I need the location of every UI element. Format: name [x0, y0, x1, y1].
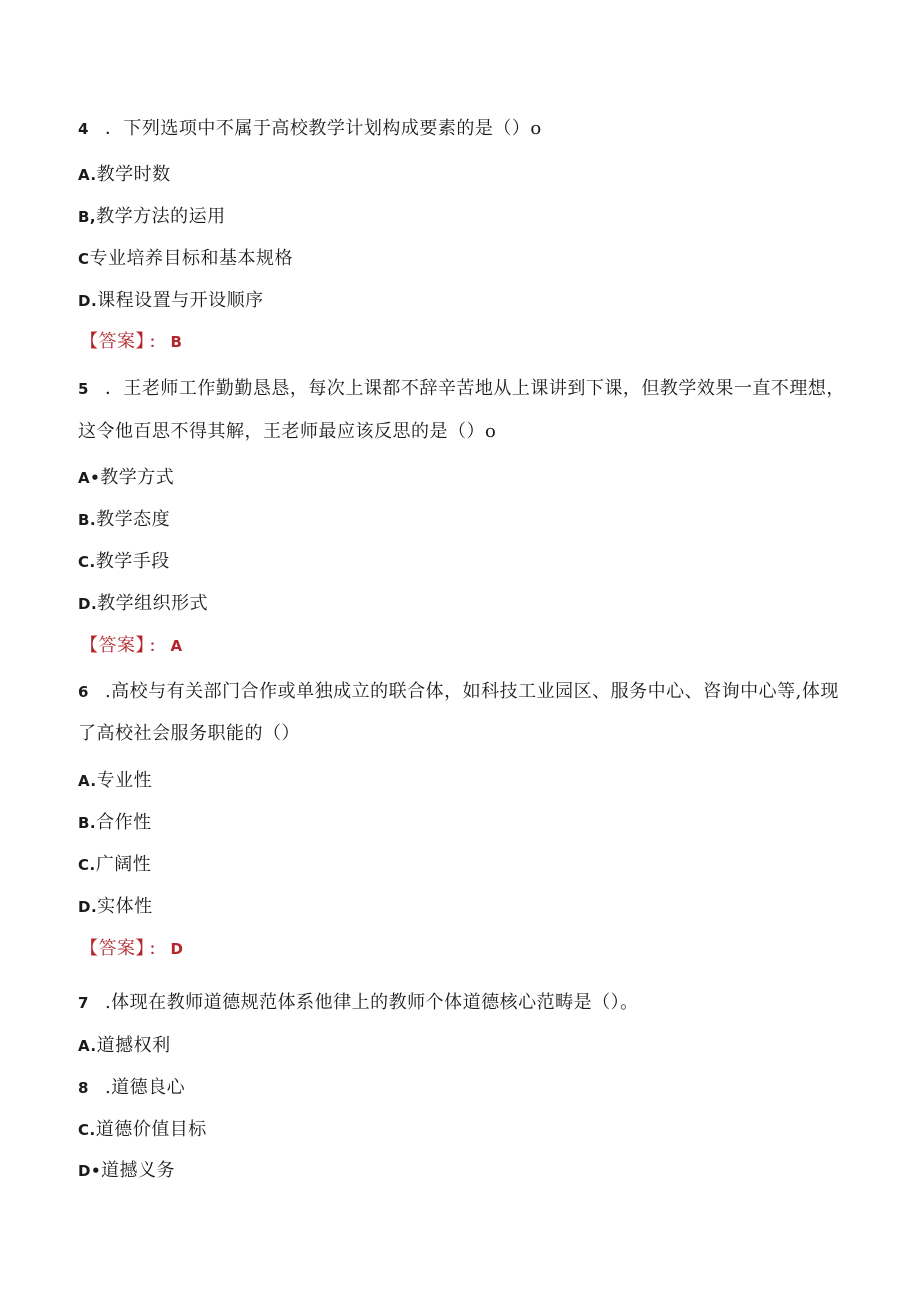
option-text: .道德良心	[104, 1077, 186, 1098]
option-letter: D.	[78, 898, 98, 916]
option-c	[78, 1118, 207, 1142]
question-text: 这令他百思不得其解，王老师最应该反思的是（）o	[78, 421, 497, 442]
option-text: 专业性	[96, 770, 153, 791]
option-b	[78, 1076, 185, 1100]
question-6-stem	[78, 680, 839, 704]
option-text: 道德价值目标	[95, 1119, 207, 1140]
option-text: 教学方法的运用	[96, 206, 226, 227]
option-text: 实体性	[97, 896, 153, 917]
answer-value: D	[170, 940, 184, 958]
answer-value: B	[170, 333, 183, 351]
option-letter: B.	[78, 814, 97, 832]
option-letter: D.	[78, 595, 98, 613]
question-number: 6	[78, 683, 89, 701]
answer-label: 【答案】	[80, 331, 145, 352]
question-5-stem	[78, 377, 845, 401]
option-text: 教学方式	[100, 467, 175, 488]
option-c	[78, 853, 151, 877]
answer-colon: ：	[149, 637, 165, 655]
option-b	[78, 205, 226, 229]
option-text: 教学时数	[96, 164, 171, 185]
answer-line	[80, 937, 183, 961]
answer-colon: ：	[149, 940, 165, 958]
option-letter: B.	[78, 511, 97, 529]
answer-value: A	[170, 637, 183, 655]
option-b	[78, 508, 170, 532]
question-number: 5	[78, 380, 89, 398]
option-d	[78, 1159, 175, 1183]
option-text: 道撼权利	[96, 1035, 171, 1056]
option-text: 合作性	[96, 812, 152, 833]
question-text: .体现在教师道德规范体系他律上的教师个体道德核心范畴是（）。	[104, 992, 639, 1013]
option-letter: C.	[78, 1121, 96, 1139]
question-text: ．下列选项中不属于高校教学计划构成要素的是（）o	[104, 118, 542, 139]
option-text: 教学组织形式	[97, 593, 209, 614]
answer-line	[80, 634, 183, 658]
option-letter: C	[78, 250, 90, 268]
option-letter: D.	[78, 292, 98, 310]
option-letter: A.	[78, 1037, 97, 1055]
option-c	[78, 247, 293, 271]
option-c	[78, 550, 170, 574]
option-letter: 8	[78, 1079, 89, 1097]
option-text: 教学手段	[95, 551, 170, 572]
option-b	[78, 811, 152, 835]
answer-label: 【答案】	[80, 635, 145, 656]
option-letter: C.	[78, 553, 96, 571]
option-letter: A.	[78, 166, 97, 184]
question-4-stem	[78, 117, 542, 141]
option-text: 专业培养目标和基本规格	[89, 248, 294, 269]
option-a	[78, 1034, 171, 1058]
option-letter: B,	[78, 208, 97, 226]
option-a	[78, 163, 171, 187]
option-text: 广阔性	[95, 854, 152, 875]
question-number: 7	[78, 994, 89, 1012]
option-text: 教学态度	[96, 509, 171, 530]
option-letter: C.	[78, 856, 96, 874]
option-d	[78, 895, 153, 919]
question-text: 了高校社会服务职能的（）	[78, 723, 300, 744]
answer-line	[80, 330, 182, 354]
option-letter: A•	[78, 469, 101, 487]
question-text: ．王老师工作勤勤恳恳，每次上课都不辞辛苦地从上课讲到下课，但教学效果一直不理想，	[104, 378, 845, 399]
option-letter: D•	[78, 1162, 102, 1180]
answer-colon: ：	[149, 333, 165, 351]
option-text: 道撼义务	[101, 1160, 176, 1181]
option-a	[78, 769, 152, 793]
option-text: 课程设置与开设顺序	[97, 290, 264, 311]
option-d	[78, 592, 208, 616]
option-letter: A.	[78, 772, 97, 790]
answer-label: 【答案】	[80, 938, 145, 959]
question-number: 4	[78, 120, 89, 138]
question-5-stem-continued	[78, 420, 496, 444]
question-6-stem-continued	[78, 722, 300, 746]
option-a	[78, 466, 174, 490]
question-7-stem	[78, 991, 639, 1015]
question-text: .高校与有关部门合作或单独成立的联合体，如科技工业园区、服务中心、咨询中心等,体现	[104, 681, 839, 702]
option-d	[78, 289, 264, 313]
